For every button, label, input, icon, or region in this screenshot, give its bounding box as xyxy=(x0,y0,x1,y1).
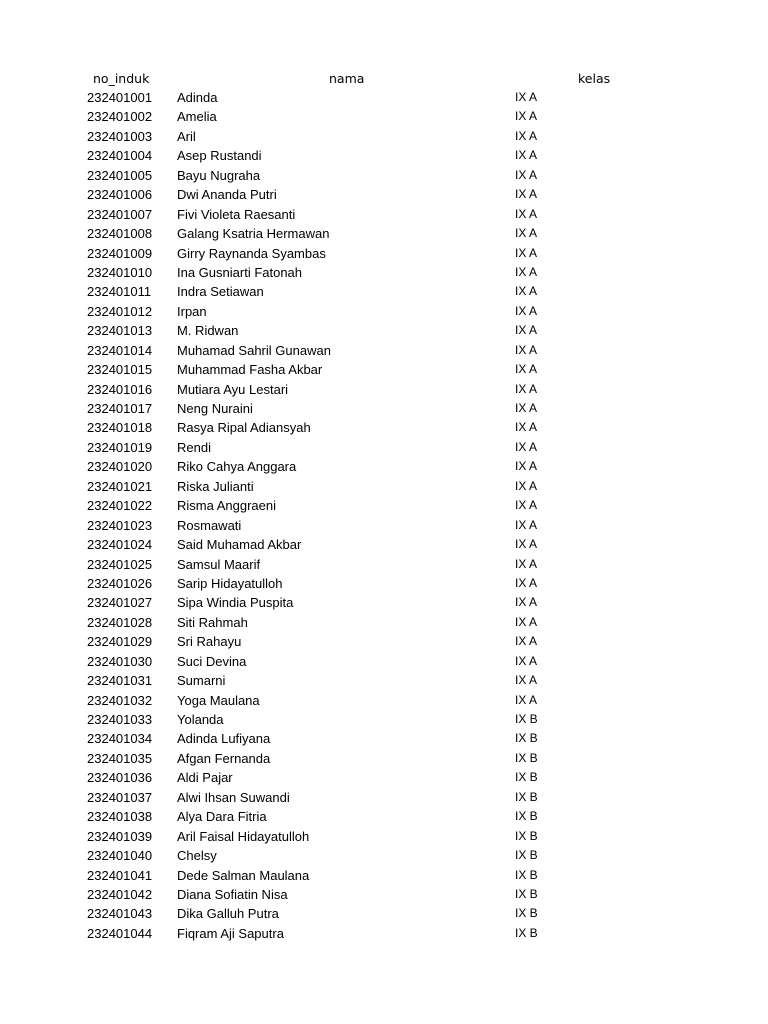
cell-nama: M. Ridwan xyxy=(177,323,239,339)
cell-no-induk: 232401019 xyxy=(87,439,153,455)
cell-kelas: IX B xyxy=(515,789,538,804)
table-row xyxy=(0,127,768,146)
cell-no-induk: 232401029 xyxy=(87,634,153,650)
cell-nama: Rendi xyxy=(177,439,211,455)
cell-nama: Sumarni xyxy=(177,673,226,689)
table-row xyxy=(0,555,768,574)
cell-no-induk: 232401013 xyxy=(87,323,153,339)
cell-no-induk: 232401037 xyxy=(87,789,153,805)
table-row xyxy=(0,438,768,457)
table-row xyxy=(0,302,768,321)
cell-kelas: IX A xyxy=(515,478,538,493)
cell-no-induk: 232401024 xyxy=(87,537,153,553)
table-row xyxy=(0,496,768,515)
cell-kelas: IX A xyxy=(515,692,538,707)
cell-kelas: IX A xyxy=(515,226,538,241)
table-row xyxy=(0,224,768,243)
table-row xyxy=(0,516,768,535)
cell-no-induk: 232401015 xyxy=(87,362,153,378)
cell-kelas: IX A xyxy=(515,167,538,182)
cell-nama: Amelia xyxy=(177,109,217,125)
table-row xyxy=(0,166,768,185)
cell-no-induk: 232401008 xyxy=(87,226,153,242)
table-row xyxy=(0,613,768,632)
table-row xyxy=(0,924,768,943)
cell-nama: Bayu Nugraha xyxy=(177,167,261,183)
table-header-row xyxy=(0,69,768,88)
table-row xyxy=(0,341,768,360)
cell-kelas: IX A xyxy=(515,459,538,474)
cell-kelas: IX B xyxy=(515,731,538,746)
cell-no-induk: 232401028 xyxy=(87,614,153,630)
cell-kelas: IX A xyxy=(515,381,538,396)
cell-kelas: IX B xyxy=(515,750,538,765)
cell-kelas: IX A xyxy=(515,323,538,338)
cell-nama: Alya Dara Fitria xyxy=(177,809,267,825)
cell-no-induk: 232401001 xyxy=(87,90,153,105)
cell-nama: Riska Julianti xyxy=(177,478,254,494)
cell-kelas: IX B xyxy=(515,770,538,785)
cell-no-induk: 232401033 xyxy=(87,712,153,727)
cell-no-induk: 232401007 xyxy=(87,206,153,222)
cell-no-induk: 232401038 xyxy=(87,809,153,825)
cell-no-induk: 232401043 xyxy=(87,906,153,922)
cell-nama: Adinda Lufiyana xyxy=(177,731,271,747)
table-row xyxy=(0,418,768,437)
cell-kelas: IX A xyxy=(515,206,538,221)
cell-no-induk: 232401032 xyxy=(87,692,153,708)
cell-kelas: IX A xyxy=(515,614,538,629)
cell-no-induk: 232401005 xyxy=(87,167,153,183)
table-row xyxy=(0,691,768,710)
cell-kelas: IX A xyxy=(515,342,538,357)
cell-no-induk: 232401023 xyxy=(87,517,153,533)
table-row xyxy=(0,885,768,904)
cell-kelas: IX A xyxy=(515,362,538,377)
cell-nama: Indra Setiawan xyxy=(177,284,264,300)
cell-kelas: IX B xyxy=(515,809,538,824)
cell-kelas: IX A xyxy=(515,401,538,415)
cell-kelas: IX A xyxy=(515,498,538,513)
table-row xyxy=(0,380,768,399)
cell-nama: Aril xyxy=(177,128,196,144)
header-no-induk: no_induk xyxy=(93,71,150,86)
cell-kelas: IX A xyxy=(515,673,538,688)
cell-nama: Dede Salman Maulana xyxy=(177,867,310,883)
cell-kelas: IX B xyxy=(515,712,538,726)
cell-kelas: IX B xyxy=(515,886,538,901)
cell-nama: Alwi Ihsan Suwandi xyxy=(177,789,290,805)
cell-kelas: IX A xyxy=(515,439,538,454)
cell-nama: Dika Galluh Putra xyxy=(177,906,279,922)
cell-nama: Aril Faisal Hidayatulloh xyxy=(177,828,310,844)
cell-nama: Sri Rahayu xyxy=(177,634,242,650)
cell-no-induk: 232401003 xyxy=(87,128,153,144)
cell-nama: Fivi Violeta Raesanti xyxy=(177,206,296,222)
cell-nama: Rasya Ripal Adiansyah xyxy=(177,420,311,436)
cell-nama: Diana Sofiatin Nisa xyxy=(177,886,288,902)
cell-kelas: IX A xyxy=(515,148,538,163)
cell-nama: Said Muhamad Akbar xyxy=(177,537,302,553)
cell-nama: Mutiara Ayu Lestari xyxy=(177,381,289,397)
table-row xyxy=(0,574,768,593)
cell-no-induk: 232401014 xyxy=(87,342,153,358)
cell-nama: Neng Nuraini xyxy=(177,401,253,416)
table-row xyxy=(0,321,768,340)
table-row xyxy=(0,827,768,846)
table-row xyxy=(0,360,768,379)
header-nama: nama xyxy=(329,71,365,86)
cell-nama: Sipa Windia Puspita xyxy=(177,595,294,611)
cell-nama: Muhammad Fasha Akbar xyxy=(177,362,323,378)
cell-kelas: IX A xyxy=(515,634,538,649)
table-row xyxy=(0,632,768,651)
table-row xyxy=(0,457,768,476)
cell-kelas: IX B xyxy=(515,867,538,882)
table-row xyxy=(0,671,768,690)
cell-no-induk: 232401010 xyxy=(87,264,153,280)
table-row xyxy=(0,88,768,107)
table-row xyxy=(0,593,768,612)
cell-no-induk: 232401042 xyxy=(87,886,153,902)
cell-no-induk: 232401040 xyxy=(87,848,153,864)
cell-nama: Riko Cahya Anggara xyxy=(177,459,297,475)
cell-nama: Fiqram Aji Saputra xyxy=(177,925,284,941)
cell-no-induk: 232401006 xyxy=(87,187,153,203)
cell-nama: Suci Devina xyxy=(177,653,247,669)
table-row xyxy=(0,477,768,496)
cell-no-induk: 232401017 xyxy=(87,401,153,416)
table-row xyxy=(0,729,768,748)
cell-no-induk: 232401034 xyxy=(87,731,153,747)
cell-kelas: IX A xyxy=(515,264,538,279)
cell-kelas: IX A xyxy=(515,90,538,104)
table-row xyxy=(0,107,768,126)
cell-kelas: IX A xyxy=(515,575,538,590)
cell-nama: Asep Rustandi xyxy=(177,148,262,164)
table-body xyxy=(0,88,768,943)
cell-nama: Muhamad Sahril Gunawan xyxy=(177,342,331,358)
cell-nama: Ina Gusniarti Fatonah xyxy=(177,264,303,280)
cell-kelas: IX A xyxy=(515,517,538,532)
cell-no-induk: 232401002 xyxy=(87,109,153,125)
table-row xyxy=(0,846,768,865)
cell-nama: Sarip Hidayatulloh xyxy=(177,575,283,591)
cell-no-induk: 232401018 xyxy=(87,420,153,436)
cell-nama: Rosmawati xyxy=(177,517,242,533)
cell-nama: Samsul Maarif xyxy=(177,556,261,572)
cell-kelas: IX B xyxy=(515,848,538,863)
cell-nama: Siti Rahmah xyxy=(177,614,248,630)
cell-kelas: IX A xyxy=(515,128,538,143)
table-row xyxy=(0,710,768,729)
cell-no-induk: 232401012 xyxy=(87,303,153,319)
table-row xyxy=(0,146,768,165)
cell-no-induk: 232401027 xyxy=(87,595,153,611)
table-row xyxy=(0,263,768,282)
table-row xyxy=(0,904,768,923)
cell-no-induk: 232401041 xyxy=(87,867,153,883)
table-row xyxy=(0,788,768,807)
cell-no-induk: 232401030 xyxy=(87,653,153,669)
cell-no-induk: 232401011 xyxy=(87,284,152,300)
table-row xyxy=(0,768,768,787)
cell-nama: Dwi Ananda Putri xyxy=(177,187,277,203)
header-kelas: kelas xyxy=(578,71,611,86)
cell-kelas: IX A xyxy=(515,245,538,260)
cell-nama: Yoga Maulana xyxy=(177,692,260,708)
cell-no-induk: 232401026 xyxy=(87,575,153,591)
cell-nama: Chelsy xyxy=(177,848,217,864)
table-row xyxy=(0,807,768,826)
cell-kelas: IX A xyxy=(515,556,538,571)
cell-kelas: IX B xyxy=(515,925,538,940)
table-row xyxy=(0,282,768,301)
table-row xyxy=(0,866,768,885)
cell-no-induk: 232401009 xyxy=(87,245,153,261)
table-row xyxy=(0,244,768,263)
cell-no-induk: 232401044 xyxy=(87,925,153,941)
table-row xyxy=(0,399,768,418)
cell-nama: Yolanda xyxy=(177,712,224,727)
cell-kelas: IX A xyxy=(515,420,538,435)
cell-kelas: IX B xyxy=(515,906,538,921)
cell-kelas: IX A xyxy=(515,595,538,610)
cell-kelas: IX B xyxy=(515,828,538,843)
cell-no-induk: 232401020 xyxy=(87,459,153,475)
cell-kelas: IX A xyxy=(515,109,538,124)
cell-kelas: IX A xyxy=(515,653,538,668)
cell-no-induk: 232401021 xyxy=(87,478,153,494)
cell-nama: Irpan xyxy=(177,303,207,319)
cell-no-induk: 232401035 xyxy=(87,750,153,766)
cell-nama: Aldi Pajar xyxy=(177,770,233,786)
cell-no-induk: 232401031 xyxy=(87,673,153,689)
cell-nama: Risma Anggraeni xyxy=(177,498,276,514)
cell-no-induk: 232401022 xyxy=(87,498,153,514)
table-row xyxy=(0,749,768,768)
cell-no-induk: 232401036 xyxy=(87,770,153,786)
cell-kelas: IX A xyxy=(515,537,538,552)
cell-kelas: IX A xyxy=(515,187,538,202)
cell-nama: Adinda xyxy=(177,90,218,105)
cell-no-induk: 232401025 xyxy=(87,556,153,572)
table-row xyxy=(0,652,768,671)
table-row xyxy=(0,535,768,554)
cell-nama: Afgan Fernanda xyxy=(177,750,271,766)
cell-nama: Galang Ksatria Hermawan xyxy=(177,226,330,242)
table-row xyxy=(0,205,768,224)
cell-no-induk: 232401016 xyxy=(87,381,153,397)
cell-kelas: IX A xyxy=(515,284,538,299)
cell-no-induk: 232401004 xyxy=(87,148,153,164)
cell-kelas: IX A xyxy=(515,303,538,318)
cell-nama: Girry Raynanda Syambas xyxy=(177,245,326,261)
cell-no-induk: 232401039 xyxy=(87,828,153,844)
table-row xyxy=(0,185,768,204)
